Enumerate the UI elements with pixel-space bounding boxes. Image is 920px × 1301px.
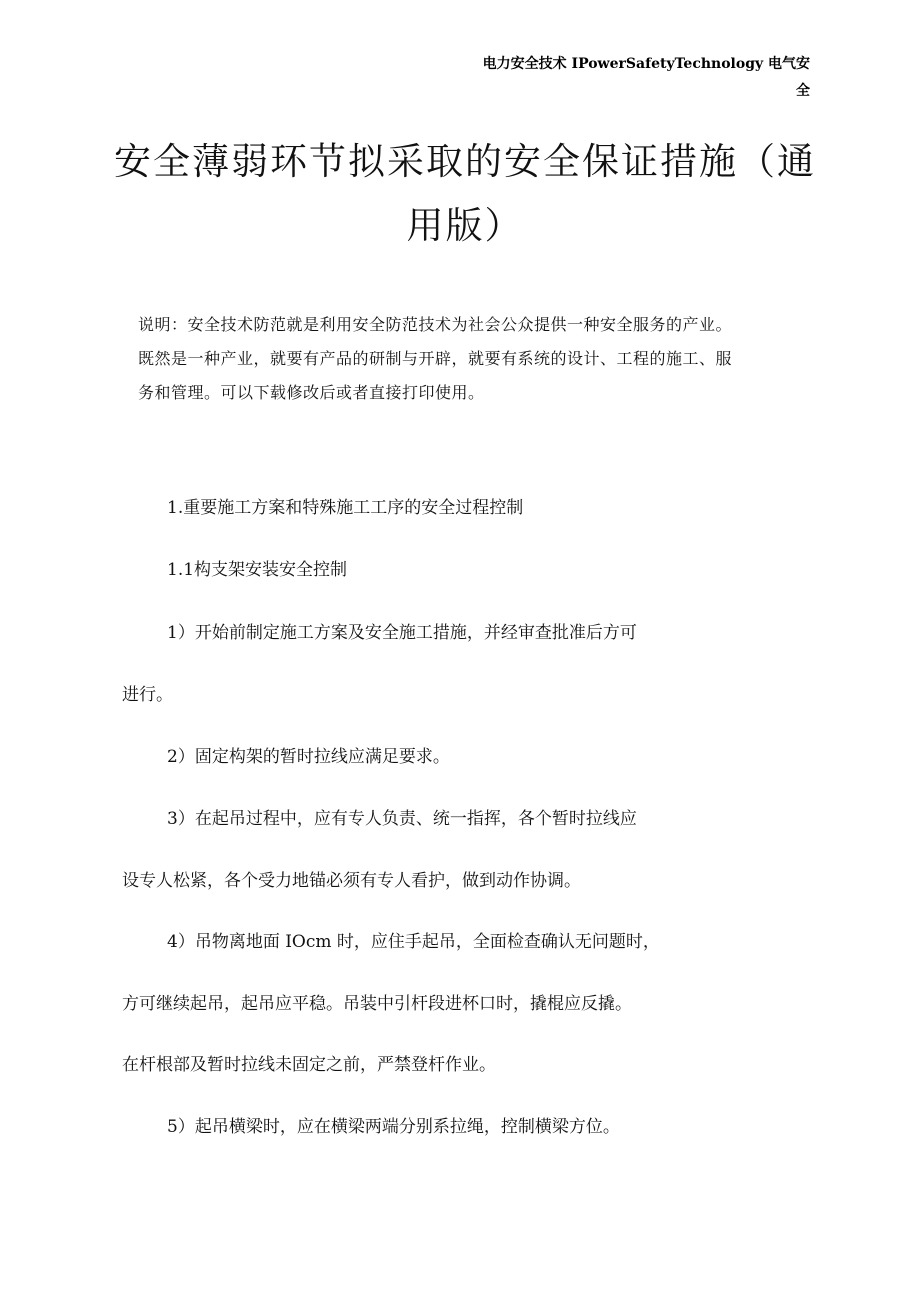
item-3-line-2: 设专人松紧，各个受力地锚必须有专人看护，做到动作协调。 (122, 871, 581, 891)
item-1-line-2: 进行。 (122, 685, 173, 705)
intro-paragraph (138, 308, 818, 410)
item-2-line-1: 2）固定构架的暂时拉线应满足要求。 (167, 747, 450, 767)
item-4-line-1: 4）吊物离地面 IOcm 时，应住手起吊，全面检查确认无问题时， (167, 932, 660, 952)
section-heading-1-1: 1.1构支架安装安全控制 (167, 560, 348, 580)
item-4-line-2: 方可继续起吊，起吊应平稳。吊装中引杆段进杯口时，撬棍应反撬。 (122, 994, 632, 1014)
header-line-1: 电力安全技术 IPowerSafetyTechnology 电气安 (482, 56, 810, 72)
title-line-2: 用版） (406, 204, 524, 247)
item-4-line-3: 在杆根部及暂时拉线未固定之前，严禁登杆作业。 (122, 1055, 496, 1075)
document-title (110, 130, 820, 258)
header-line-2: 全 (796, 83, 810, 99)
intro-line-2: 既然是一种产业，就要有产品的研制与开辟，就要有系统的设计、工程的施工、服 (138, 349, 733, 368)
section-heading-1: 1.重要施工方案和特殊施工工序的安全过程控制 (167, 498, 524, 518)
intro-line-1: 说明：安全技术防范就是利用安全防范技术为社会公众提供一种安全服务的产业。 (138, 315, 733, 334)
item-5-line-1: 5）起吊横梁时，应在横梁两端分别系拉绳，控制横梁方位。 (167, 1117, 620, 1137)
intro-line-3: 务和管理。可以下载修改后或者直接打印使用。 (138, 383, 485, 402)
title-line-1: 安全薄弱环节拟采取的安全保证措施（通 (114, 140, 816, 183)
item-1-line-1: 1）开始前制定施工方案及安全施工措施，并经审查批准后方可 (167, 623, 637, 643)
page-header (470, 51, 810, 105)
item-3-line-1: 3）在起吊过程中，应有专人负责、统一指挥，各个暂时拉线应 (167, 809, 637, 829)
